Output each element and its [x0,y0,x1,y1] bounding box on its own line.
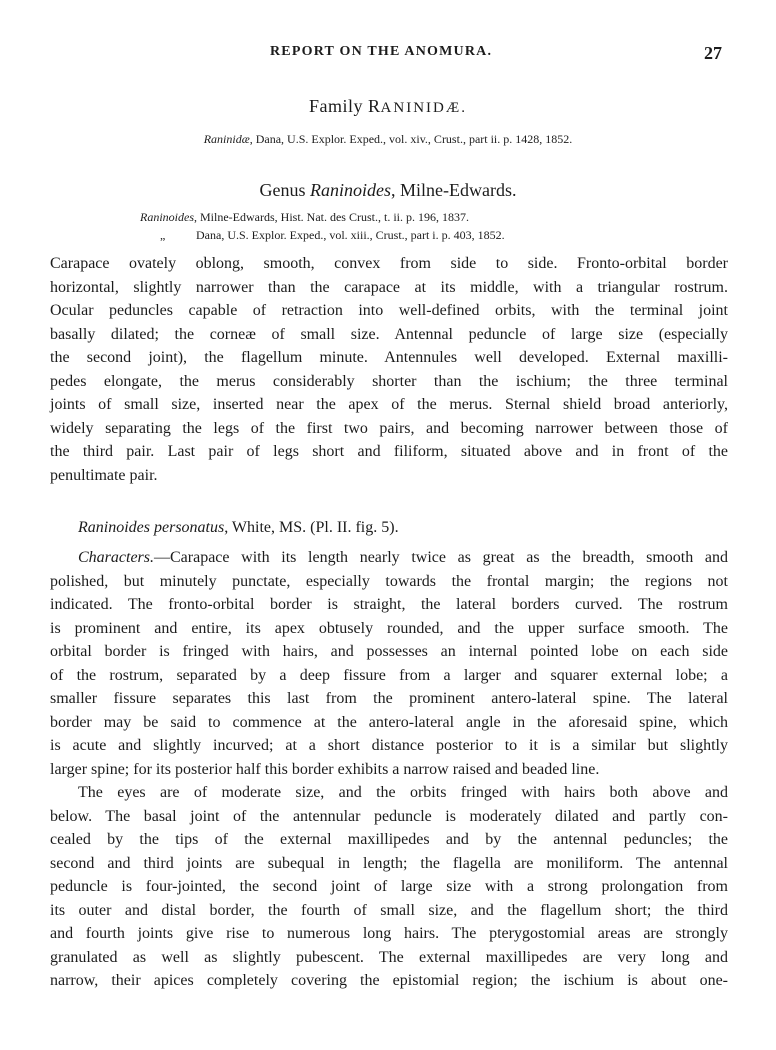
text-line: penultimate pair. [50,466,158,484]
text-line: below. The basal joint of the antennular peduncle is moderately dilated and partly con- [50,807,728,825]
text-line: The eyes are of moderate size, and the orbits fringed with hairs both above and [78,784,728,801]
species-heading [78,519,399,537]
text-line: polished, but minutely punctate, especially towards the frontal margin; the regions not [50,572,728,590]
family-heading [0,96,776,117]
family-name-initial: R [368,96,381,116]
family-ref-taxon: Raninidæ [203,132,250,146]
family-reference [0,132,776,147]
text-line: of the rostrum, separated by a deep fissure from a larger and squarer external lobe; a [50,666,728,684]
text-line: the third pair. Last pair of legs short and filiform, situated above and in front of the [50,443,728,460]
text-line: cealed by the tips of the external maxillipedes and by the antennal peduncles; the [50,831,728,848]
characters-paragraph [50,546,728,781]
genus-authority: , Milne-Edwards. [391,180,517,200]
text-line: its outer and distal border, the fourth of small size, and the flagellum short; the third [50,901,728,919]
genus-ref2-text: Dana, U.S. Explor. Exped., vol. xiii., Crust., part i. p. 403, 1852. [196,228,505,242]
characters-first-line: Characters.—Carapace with its length nearly twice as great as the breadth, smooth and [78,549,728,566]
family-word: Family [309,96,364,116]
text-line: indicated. The fronto-orbital border is straight, the lateral borders curved. The rostrum [50,596,728,613]
genus-name: Raninoides [310,180,391,200]
text-line: Carapace ovately oblong, smooth, convex from side to side. Fronto-orbital border [50,255,728,272]
genus-ref1-taxon: Raninoides [140,210,194,224]
text-line: larger spine; for its posterior half this border exhibits a narrow raised and beaded line. [50,760,600,778]
species-name: Raninoides personatus [78,519,225,536]
text-line: is prominent and entire, its apex obtusely rounded, and the upper surface smooth. The [50,619,728,637]
text-line: joints of small size, inserted near the apex of the merus. Sternal shield broad anteriorly, [50,396,728,413]
ditto-mark: „ [160,228,166,242]
genus-description [50,252,728,487]
text-line: widely separating the legs of the first two pairs, and becoming narrower between those of [50,419,728,437]
genus-reference-1 [140,208,505,226]
text-line: border may be said to commence at the antero-lateral angle in the aforesaid spine, which [50,713,728,731]
genus-heading [0,180,776,201]
text-line: narrow, their apices completely covering the epistomial region; the ischium is about one- [50,972,728,989]
text-line: smaller fissure separates this last from the prominent antero-lateral spine. The lateral [50,690,728,707]
running-head: REPORT ON THE ANOMURA. [270,44,493,59]
genus-ref1-text: , Milne-Edwards, Hist. Nat. des Crust., t. ii. p. 196, 1837. [194,210,469,224]
genus-references [140,208,505,244]
genus-word: Genus [259,180,306,200]
text-line: pedes elongate, the merus considerably shorter than the ischium; the three terminal [50,372,728,390]
text-line: and fourth joints give rise to numerous long hairs. The pterygostomial areas are strongly [50,925,728,942]
text-line: second and third joints are subequal in length; the flagella are moniliform. The antennal [50,854,728,872]
text-line: is acute and slightly incurved; at a short distance posterior to it is a similar but slightly [50,737,728,754]
species-authority: , White, MS. (Pl. II. fig. 5). [224,519,399,536]
page-number: 27 [704,43,722,63]
family-ref-text: , Dana, U.S. Explor. Exped., vol. xiv., Crust., part ii. p. 1428, 1852. [249,132,573,146]
text-line: Ocular peduncles capable of retraction into well-defined orbits, with the terminal joint [50,302,728,319]
genus-reference-2 [140,226,505,244]
text-line: peduncle is four-jointed, the second joint of large size with a strong prolongation from [50,878,728,895]
text-line: the second joint), the flagellum minute. Antennules well developed. External maxilli- [50,349,728,366]
text-line: granulated as well as slightly pubescent. The external maxillipedes are very long and [50,948,728,966]
eyes-paragraph [50,781,728,993]
text-line: orbital border is fringed with hairs, and possesses an internal pointed lobe on each side [50,643,728,660]
characters-label: Characters. [78,549,154,566]
family-name-rest: ANINIDÆ. [380,100,467,116]
text-line: horizontal, slightly narrower than the carapace at its middle, with a triangular rostrum. [50,278,728,296]
text-line: basally dilated; the corneæ of small size. Antennal peduncle of large size (especially [50,325,728,343]
